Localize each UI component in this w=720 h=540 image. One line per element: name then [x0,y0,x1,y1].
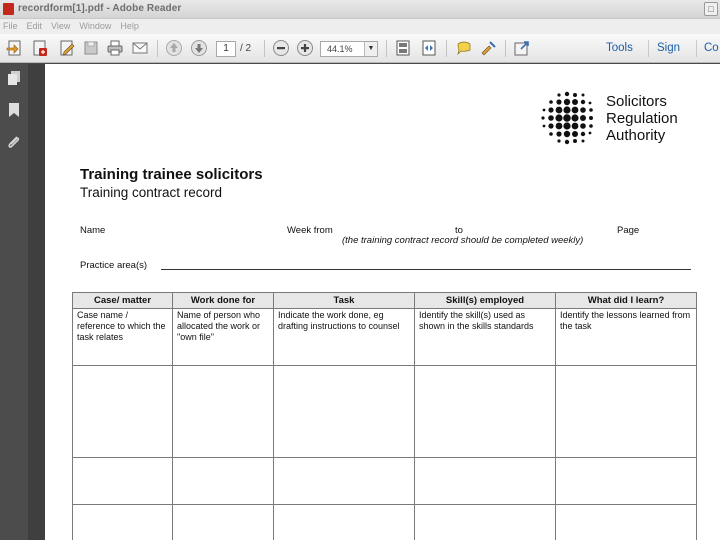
entry-cell[interactable] [73,458,173,505]
record-table [72,292,697,540]
page-label: Page [617,225,640,236]
entry-cell[interactable] [556,458,697,505]
to-label: to [455,225,463,236]
document-title: Training trainee solicitors [80,166,263,183]
create-pdf-icon[interactable] [31,39,49,57]
previous-page-icon[interactable] [165,39,183,57]
print-icon[interactable] [106,39,124,57]
sign-button[interactable]: Sign [657,42,681,54]
col-header-work-done-for: Work done for [173,293,274,309]
entry-cell[interactable] [173,458,274,505]
window-control-button[interactable]: □ [704,2,718,16]
comment-icon[interactable] [455,39,473,57]
menu-file[interactable]: File [3,21,18,31]
toolbar-separator [386,40,387,57]
sra-logo-text: Solicitors Regulation Authority [606,93,678,144]
col-header-case-matter: Case/ matter [73,293,173,309]
document-page [45,64,720,540]
menu-help[interactable]: Help [120,21,139,31]
zoom-out-icon[interactable] [272,39,290,57]
hint-cell: Indicate the work done, eg drafting instructions to counsel [274,309,415,366]
entry-cell[interactable] [415,505,556,540]
page-thumbnails-icon[interactable] [6,70,22,86]
entry-cell[interactable] [274,458,415,505]
col-header-task: Task [274,293,415,309]
window-title: recordform[1].pdf - Adobe Reader [18,3,182,14]
page-total-label: / 2 [240,43,252,54]
menu-edit[interactable]: Edit [26,21,43,31]
table-header-row [73,293,697,309]
practice-areas-label: Practice area(s) [80,260,148,271]
menu-view[interactable]: View [51,21,71,31]
menu-window[interactable]: Window [79,21,112,31]
entry-cell[interactable] [274,505,415,540]
table-row [73,309,697,366]
open-file-icon[interactable] [6,39,24,57]
adobe-reader-icon [3,3,14,15]
hint-cell: Name of person who allocated the work or "own file" [173,309,274,366]
zoom-select[interactable] [320,41,378,57]
hint-cell: Identify the skill(s) used as shown in the skills standards [415,309,556,366]
entry-cell[interactable] [274,366,415,458]
save-icon[interactable] [82,39,100,57]
col-header-learned: What did I learn? [556,293,697,309]
name-label: Name [80,225,106,236]
fit-width-icon[interactable] [420,39,438,57]
zoom-value: 44.1% [327,44,353,54]
navigation-pane [0,64,28,540]
toolbar-separator [446,40,447,57]
entry-cell[interactable] [556,505,697,540]
edit-pdf-icon[interactable] [58,39,76,57]
attachments-icon[interactable] [6,134,22,150]
bookmarks-icon[interactable] [6,102,22,118]
page-number-input[interactable]: 1 [216,41,236,57]
pane-divider[interactable] [28,64,45,540]
practice-areas-line [161,269,691,270]
fit-page-icon[interactable] [394,39,412,57]
entry-cell[interactable] [173,366,274,458]
expand-icon[interactable] [513,39,531,57]
comment-button[interactable]: Co [704,42,719,54]
entry-cell[interactable] [73,366,173,458]
table-row [73,458,697,505]
title-bar [0,0,720,19]
table-row [73,505,697,540]
entry-cell[interactable] [73,505,173,540]
menu-bar [0,19,720,34]
hint-cell: Case name / reference to which the task relates [73,309,173,366]
toolbar-separator [505,40,506,57]
toolbar-separator [157,40,158,57]
toolbar-separator [264,40,265,57]
table-row [73,366,697,458]
email-icon[interactable] [131,39,149,57]
toolbar-separator [648,40,649,57]
col-header-skills: Skill(s) employed [415,293,556,309]
document-subtitle: Training contract record [80,185,223,200]
entry-cell[interactable] [173,505,274,540]
entry-cell[interactable] [415,458,556,505]
entry-cell[interactable] [556,366,697,458]
tools-button[interactable]: Tools [606,42,633,54]
week-from-label: Week from [287,225,333,236]
zoom-in-icon[interactable] [296,39,314,57]
toolbar [0,34,720,63]
entry-cell[interactable] [415,366,556,458]
toolbar-separator [696,40,697,57]
chevron-down-icon[interactable]: ▼ [364,42,377,56]
sra-logo-icon [539,90,609,150]
highlight-icon[interactable] [479,39,497,57]
hint-cell: Identify the lessons learned from the task [556,309,697,366]
weekly-note: (the training contract record should be completed weekly) [342,235,584,246]
next-page-icon[interactable] [190,39,208,57]
